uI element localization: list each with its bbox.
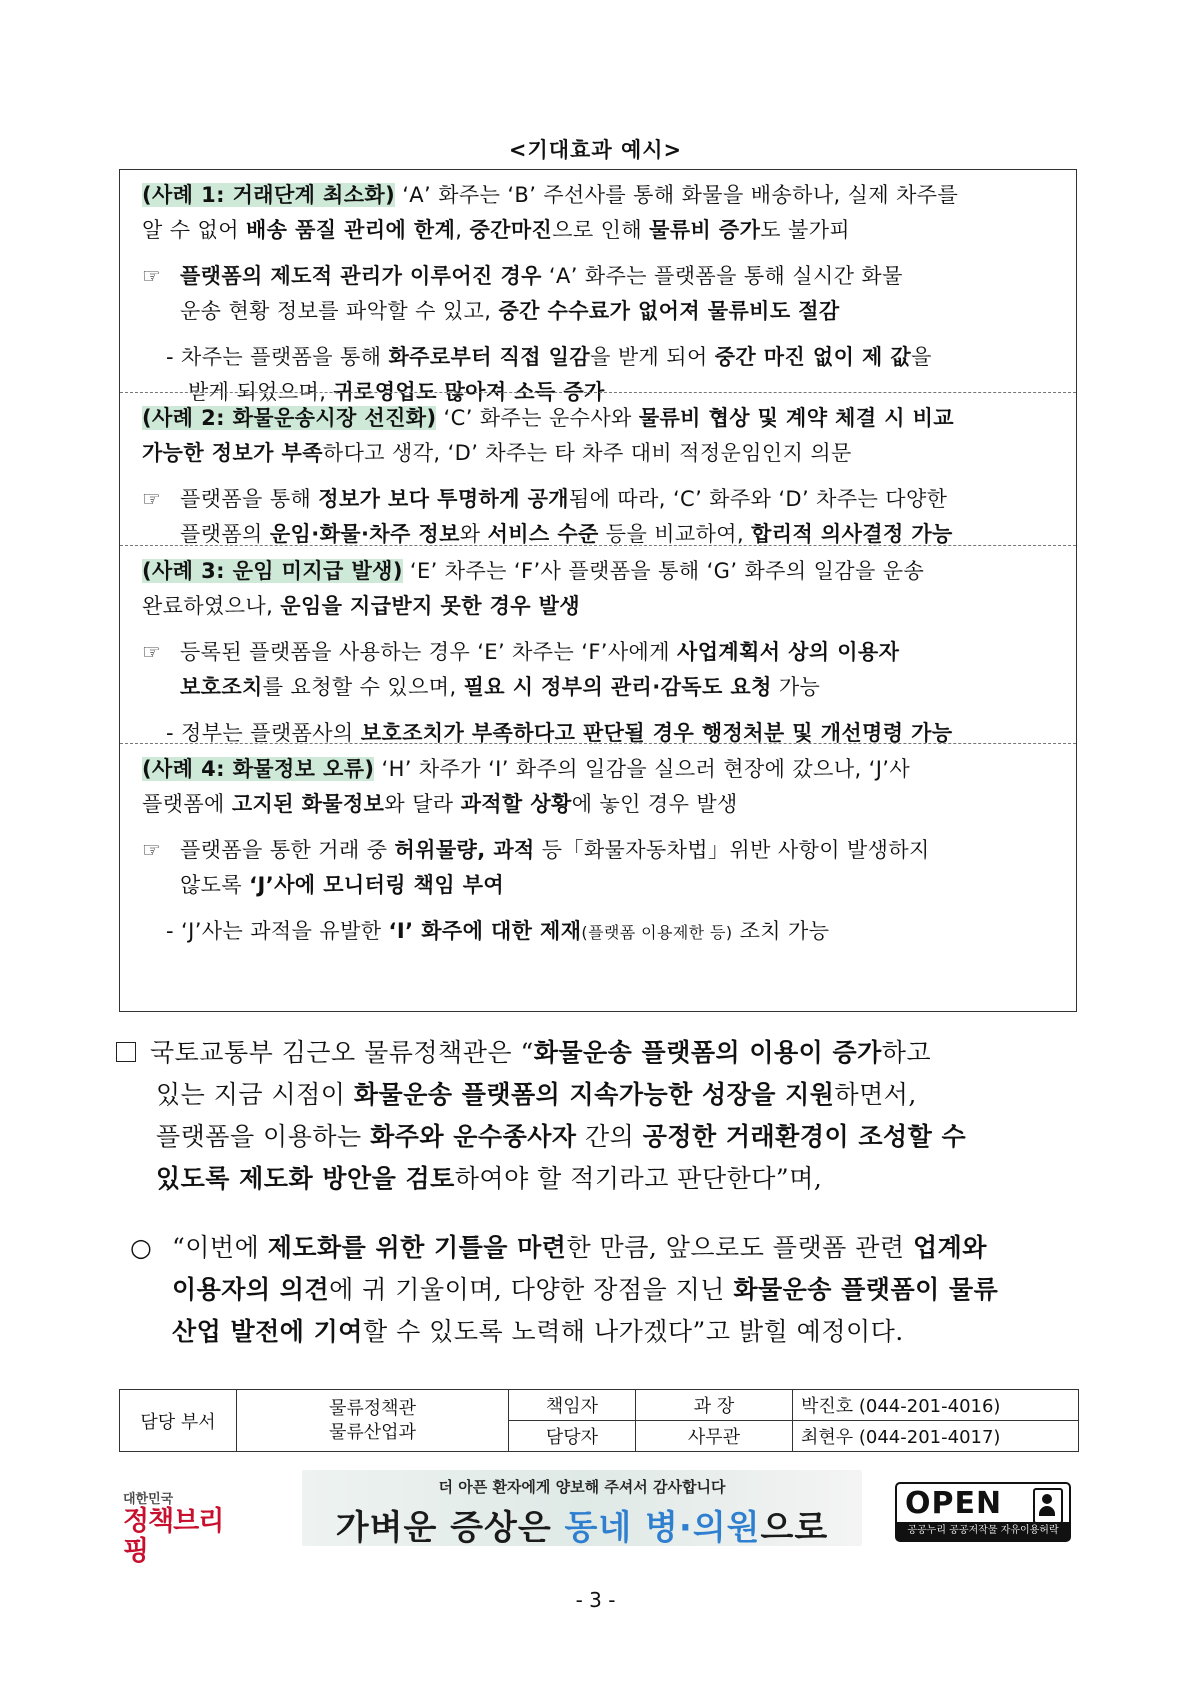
case-3-heading: (사례 3: 운임 미지급 발생) — [142, 559, 403, 583]
position-cell: 과 장 — [636, 1390, 793, 1421]
case-2-heading: (사례 2: 화물운송시장 선진화) — [142, 406, 437, 430]
page-number: - 3 - — [575, 1588, 616, 1612]
campaign-banner: 더 아픈 환자에게 양보해 주셔서 감사합니다 가벼운 증상은 동네 병·의원으로 — [302, 1470, 862, 1546]
pointing-hand-icon: ☞ — [142, 264, 162, 288]
contact-table — [119, 1389, 1079, 1452]
case-2: (사례 2: 화물운송시장 선진화) ‘C’ 화주는 운수사와 물류비 협상 및 계약 체결 시 비교 가능한 정보가 부족하다고 생각, ‘D’ 차주는 타 차주 대비 적정운임인지 의문 ☞ 플랫폼을 통해 정보가 보다 투명하게 공개됨에 따라, ‘C’ 화주와 ‘D’ 차주는 다양한 플랫폼의 운임·화물·차주 정보와 서비스 수준 등을 비교하여, 합리적 의사결정 가능 — [120, 392, 1076, 545]
quote-paragraph-2: ○ “이번에 제도화를 위한 기틀을 마련한 만큼, 앞으로도 플랫폼 관련 업계와 이용자의 의견에 귀 기울이며, 다양한 장점을 지닌 화물운송 플랫폼이 물류 산업 발전에 기여할 수 있도록 노력해 나가겠다”고 밝힐 예정이다. — [130, 1227, 998, 1353]
policy-briefing-logo: 대한민국 정책브리핑 — [123, 1492, 224, 1567]
case-4-heading: (사례 4: 화물정보 오류) — [142, 757, 375, 781]
dept-value: 물류정책관 물류산업과 — [237, 1390, 509, 1452]
examples-box — [119, 169, 1077, 1012]
example-title: <기대효과 예시> — [508, 138, 683, 162]
case-3: (사례 3: 운임 미지급 발생) ‘E’ 차주는 ‘F’사 플랫폼을 통해 ‘G’ 화주의 일감을 운송 완료하였으나, 운임을 지급받지 못한 경우 발생 ☞ 등록된 플랫폼을 사용하는 경우 ‘E’ 차주는 ‘F’사에게 사업계획서 상의 이용자 보호조치를 요청할 수 있으며, 필요 시 정부의 관리·감독도 요청 가능 - 정부는 플랫폼사의 보호조치가 부족하다고 판단될 경우 행정처분 및 개선명령 가능 — [120, 545, 1076, 743]
square-bullet-icon — [116, 1042, 136, 1062]
person-cell: 최현우 (044-201-4017) — [793, 1421, 1079, 1452]
role-cell: 책임자 — [509, 1390, 636, 1421]
circle-bullet-icon: ○ — [130, 1233, 153, 1262]
dept-label: 담당 부서 — [120, 1390, 237, 1452]
quote-paragraph-1: 국토교통부 김근오 물류정책관은 “화물운송 플랫폼의 이용이 증가하고 있는 지금 시점이 화물운송 플랫폼의 지속가능한 성장을 지원하면서, 플랫폼을 이용하는 화주와 운수종사자 간의 공정한 거래환경이 조성할 수 있도록 제도화 방안을 검토하여야 할 적기라고 판단한다”며, — [116, 1032, 966, 1200]
case-1-heading: (사례 1: 거래단계 최소화) — [142, 183, 396, 207]
case-4: (사례 4: 화물정보 오류) ‘H’ 차주가 ‘I’ 화주의 일감을 실으러 현장에 갔으나, ‘J’사 플랫폼에 고지된 화물정보와 달라 과적할 상황에 놓인 경우 발생 ☞ 플랫폼을 통한 거래 중 허위물량, 과적 등「화물자동차법」위반 사항이 발생하지 않도록 ‘J’사에 모니터링 책임 부여 - ‘J’사는 과적을 유발한 ‘I’ 화주에 대한 제재(플랫폼 이용제한 등) 조치 가능 — [120, 743, 1076, 1011]
case-1: (사례 1: 거래단계 최소화) ‘A’ 화주는 ‘B’ 주선사를 통해 화물을 배송하나, 실제 차주를 알 수 없어 배송 품질 관리에 한계, 중간마진으로 인해 물류비 증가도 불가피 ☞ 플랫폼의 제도적 관리가 이루어진 경우 ‘A’ 화주는 플랫폼을 통해 실시간 화물 운송 현황 정보를 파악할 수 있고, 중간 수수료가 없어져 물류비도 절감 - 차주는 플랫폼을 통해 화주로부터 직접 일감을 받게 되어 중간 마진 없이 제 값을 받게 되었으며, 귀로영업도 많아져 소득 증가 — [142, 183, 959, 404]
person-icon — [1033, 1488, 1063, 1524]
person-cell: 박진호 (044-201-4016) — [793, 1390, 1079, 1421]
pointing-hand-icon: ☞ — [142, 838, 162, 862]
pointing-hand-icon: ☞ — [142, 640, 162, 664]
position-cell: 사무관 — [636, 1421, 793, 1452]
pointing-hand-icon: ☞ — [142, 487, 162, 511]
open-license-badge: OPEN 공공누리 공공저작물 자유이용허락 — [895, 1482, 1071, 1542]
role-cell: 담당자 — [509, 1421, 636, 1452]
